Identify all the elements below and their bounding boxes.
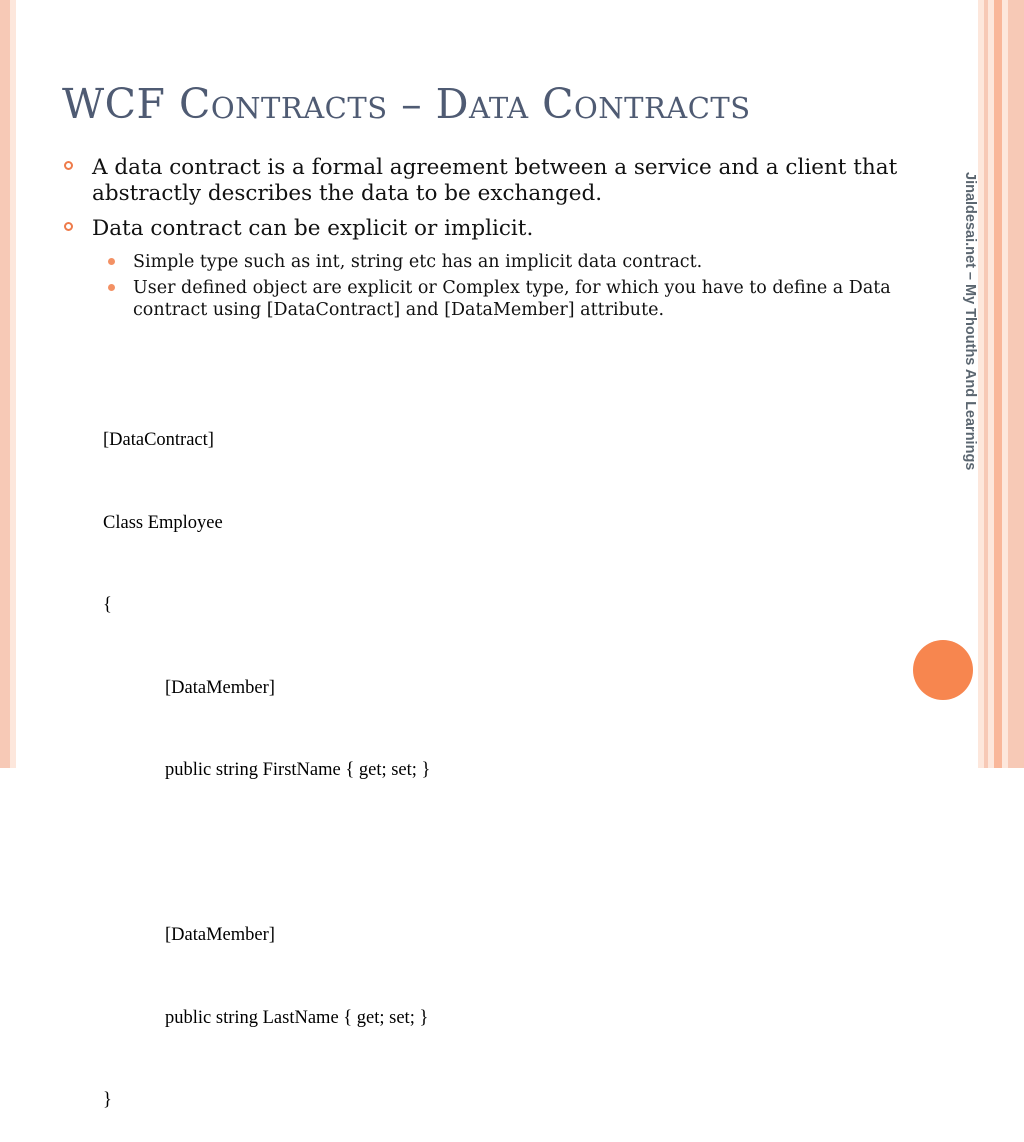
sub-bullet-text: Simple type such as int, string etc has an implicit data contract. bbox=[133, 252, 703, 272]
ring-bullet-icon bbox=[64, 161, 73, 170]
code-line: public string LastName { get; set; } bbox=[165, 1007, 429, 1028]
slide-body bbox=[60, 155, 900, 325]
bullet-item bbox=[60, 155, 900, 207]
slide-title bbox=[62, 80, 751, 128]
code-line: [DataMember] bbox=[165, 677, 275, 698]
code-line: [DataMember] bbox=[165, 925, 275, 945]
ring-bullet-icon bbox=[64, 222, 73, 231]
dot-bullet-icon bbox=[108, 258, 115, 265]
bullet-text: Data contract can be explicit or implicit. bbox=[92, 216, 534, 241]
title-main: WCF bbox=[62, 80, 166, 128]
dot-bullet-icon bbox=[108, 284, 115, 291]
code-blank-line bbox=[103, 840, 430, 868]
code-line: Class Employee bbox=[103, 512, 223, 533]
orange-circle-decoration bbox=[913, 640, 973, 700]
bullet-item bbox=[60, 216, 900, 242]
sub-bullet-item bbox=[60, 251, 900, 273]
code-block bbox=[103, 372, 430, 1142]
code-line: [DataContract] bbox=[103, 430, 214, 450]
code-line: } bbox=[103, 1090, 112, 1110]
sub-bullet-text: User defined object are explicit or Complex type, for which you have to define a Data contract using [DataContract] and [DataMember] attribute. bbox=[133, 278, 891, 320]
code-line: public string FirstName { get; set; } bbox=[165, 760, 431, 780]
bullet-text: A data contract is a formal agreement between a service and a client that abstractly describes the data to be exchanged. bbox=[92, 155, 898, 206]
vertical-footer-text: Jinaldesai.net – My Thouths And Learnings bbox=[962, 172, 978, 471]
left-border-stripe bbox=[0, 0, 10, 768]
title-rest: Contracts – Data Contracts bbox=[179, 80, 751, 128]
left-border-inner-stripe bbox=[10, 0, 16, 768]
right-stripe-4 bbox=[994, 0, 1002, 768]
right-stripe-6 bbox=[1008, 0, 1024, 768]
code-line: { bbox=[103, 595, 112, 615]
sub-bullet-item bbox=[60, 277, 900, 321]
